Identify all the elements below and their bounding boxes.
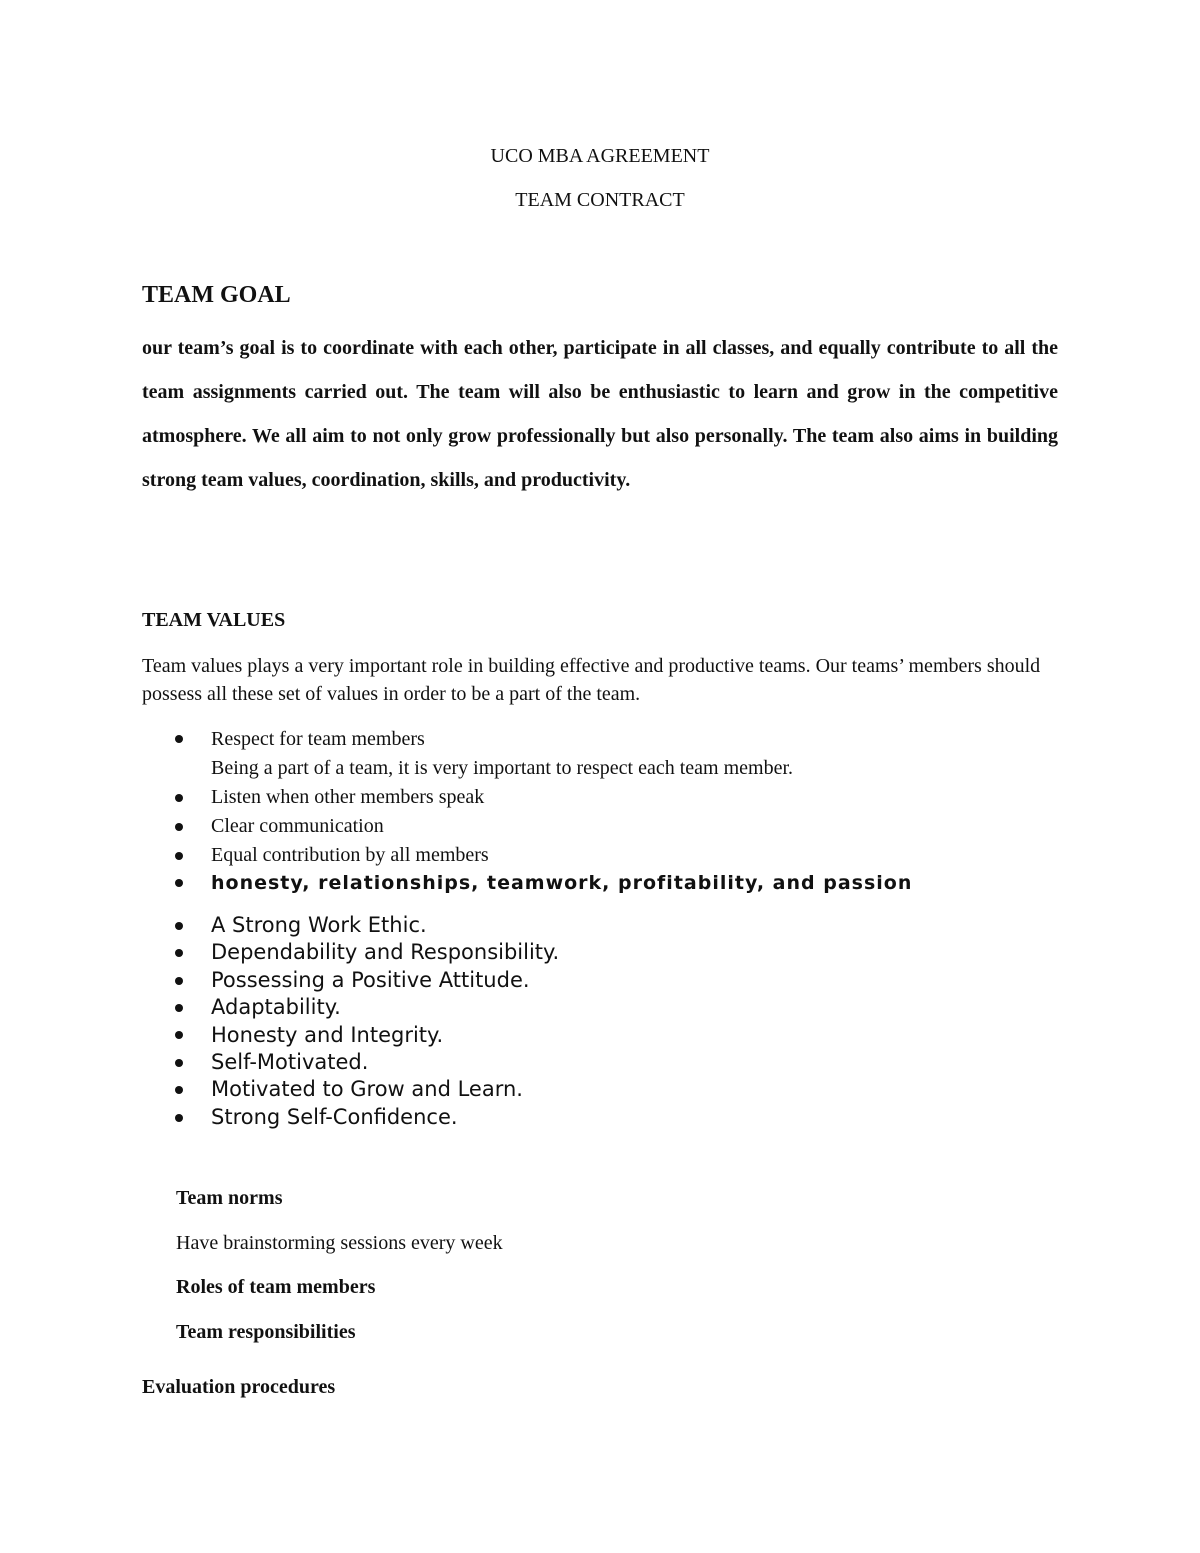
list-item-label: Listen when other members speak [211, 786, 485, 808]
bullet-icon [175, 977, 183, 985]
list-item-label: Self-Motivated. [211, 1050, 369, 1075]
list-item-description: Being a part of a team, it is very important to respect each team member. [211, 757, 794, 779]
bullet-icon [175, 1086, 183, 1094]
document-title: UCO MBA AGREEMENT [490, 145, 710, 167]
list-item-label: Strong Self-Confidence. [211, 1104, 458, 1129]
list-item [142, 1049, 1062, 1076]
responsibilities-heading: Team responsibilities [176, 1321, 356, 1343]
roles-heading: Roles of team members [176, 1276, 376, 1298]
bullet-icon [175, 1059, 183, 1067]
values-list-qualities [142, 912, 1062, 1131]
bullet-icon [175, 1004, 183, 1012]
list-item-label: Equal contribution by all members [211, 844, 489, 866]
list-item [142, 841, 1062, 870]
team-values-heading: TEAM VALUES [142, 609, 286, 631]
list-item [142, 869, 1062, 897]
list-item [142, 725, 1062, 783]
list-item [142, 1104, 1062, 1131]
list-item-label: Motivated to Grow and Learn. [211, 1077, 523, 1102]
list-item [142, 1076, 1062, 1103]
list-item-label: Adaptability. [211, 995, 341, 1020]
list-item-label: Honesty and Integrity. [211, 1022, 444, 1047]
list-item-label: Dependability and Responsibility. [211, 940, 560, 965]
bullet-icon [175, 922, 183, 930]
document-subtitle: TEAM CONTRACT [515, 189, 685, 211]
list-item [142, 939, 1062, 966]
list-item-label: honesty, relationships, teamwork, profitability, and passion [211, 872, 913, 894]
list-item-label: A Strong Work Ethic. [211, 913, 427, 937]
list-item [142, 912, 1062, 939]
list-item [142, 783, 1062, 812]
team-goal-text: our team’s goal is to coordinate with each other, participate in all classes, and equally contribute to all the team assignments carried out. The team will also be enthusiastic to learn and grow in the competitive atmosphere. We all aim to not only grow professionally but also personally. The team also aims in building strong team values, coordination, skills, and productivity. [142, 337, 1058, 491]
team-norms-text: Have brainstorming sessions every week [176, 1232, 503, 1254]
list-item [142, 1022, 1062, 1049]
team-goal-heading: TEAM GOAL [142, 282, 291, 308]
bullet-icon [175, 735, 183, 743]
team-values-intro: Team values plays a very important role in building effective and productive teams. Our teams’ members should possess all these set of values in order to be a part of the team. [142, 655, 1041, 705]
bullet-icon [175, 852, 183, 860]
bullet-icon [175, 1031, 183, 1039]
list-item-label: Respect for team members [211, 728, 425, 750]
values-list-core [142, 869, 1062, 897]
values-list-basic [142, 725, 1062, 870]
bullet-icon [175, 949, 183, 957]
list-item [142, 967, 1062, 994]
list-item [142, 812, 1062, 841]
team-norms-heading: Team norms [176, 1187, 283, 1209]
list-item-label: Possessing a Positive Attitude. [211, 967, 530, 992]
bullet-icon [175, 879, 183, 887]
bullet-icon [175, 794, 183, 802]
list-item-label: Clear communication [211, 815, 384, 837]
bullet-icon [175, 1114, 183, 1122]
list-item [142, 994, 1062, 1021]
bullet-icon [175, 823, 183, 831]
evaluation-heading: Evaluation procedures [142, 1376, 336, 1398]
